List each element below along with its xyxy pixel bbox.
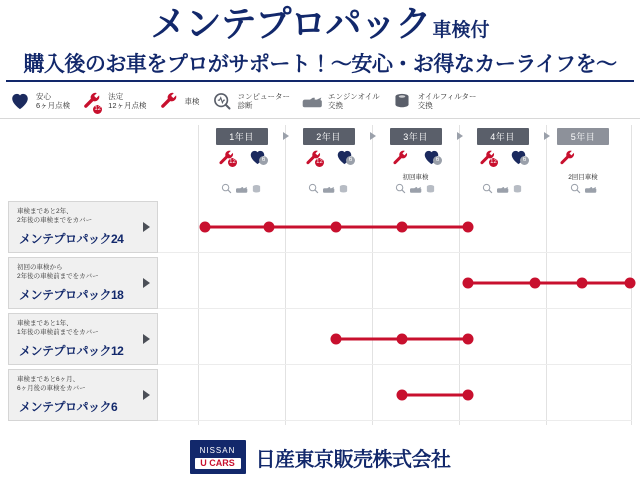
plan-label-18[interactable] [8, 257, 158, 309]
plan-name: メンテプロパック6 [19, 400, 118, 414]
service-badge: 12 [229, 159, 236, 165]
legend-badge-12: 12 [94, 106, 102, 112]
year-label-4: 4年目 [477, 128, 529, 145]
plan-row[interactable] [8, 257, 632, 309]
footer [0, 440, 640, 474]
legend-item-shaken [157, 89, 200, 113]
service-note: 初回車検 [402, 174, 429, 181]
computer-diagnosis-icon [221, 181, 232, 199]
wrench-icon [385, 149, 416, 167]
oil-filter-icon [425, 181, 436, 199]
wrench-icon [211, 149, 242, 167]
plan-desc-line1: 初回の車検から [17, 264, 63, 271]
legend-label-4b: 診断 [237, 101, 253, 110]
plan-dot [397, 333, 408, 344]
plan-desc-line1: 車検まであと1年、 [17, 320, 73, 327]
oil-filter-icon [512, 181, 523, 199]
legend-label-3a: 車検 [184, 96, 200, 106]
service-badge: 6 [259, 156, 268, 165]
legend-strip [0, 84, 640, 119]
oil-can-icon [300, 89, 324, 113]
page-title-suffix: 車検付 [432, 20, 490, 41]
plan-name: メンテプロパック12 [19, 344, 124, 358]
plan-label-12[interactable] [8, 313, 158, 365]
computer-diagnosis-icon [570, 181, 581, 199]
plan-row[interactable] [8, 313, 632, 365]
legend-label-2a: 法定 [108, 92, 124, 101]
plan-dot [463, 277, 474, 288]
plan-bar [402, 393, 468, 396]
service-badge: 6 [433, 156, 442, 165]
heart-icon [503, 149, 534, 165]
page-subtitle: 購入後のお車をプロがサポート！〜安心・お得なカーライフを〜 [23, 53, 617, 76]
plan-track [158, 257, 632, 309]
heart-icon [8, 89, 32, 113]
plan-desc-line2: 2年後の車検までをカバー [17, 217, 93, 224]
legend-label-6b: 交換 [417, 101, 433, 110]
oil-can-icon [496, 181, 509, 199]
year-cell-3 [372, 127, 459, 145]
wrench-icon [552, 149, 583, 167]
oil-can-icon [584, 181, 597, 199]
legend-label-1b: 6ヶ月点検 [36, 101, 71, 110]
legend-item-oilfilter [390, 89, 477, 113]
year-label-3: 3年目 [390, 128, 442, 145]
plan-desc-line2: 6ヶ月後の車検をカバー [17, 385, 86, 392]
plan-dot [463, 389, 474, 400]
plan-label-6[interactable] [8, 369, 158, 421]
oil-filter-icon [251, 181, 262, 199]
plan-bar [468, 281, 629, 284]
plan-dot [397, 221, 408, 232]
computer-diagnosis-icon [308, 181, 319, 199]
logo-subbrand: U CARS [195, 458, 241, 469]
service-badge: 6 [520, 156, 529, 165]
year-cell-1 [198, 127, 285, 145]
chevron-right-icon [143, 334, 150, 344]
service-badge: 6 [346, 156, 355, 165]
chevron-right-icon [143, 390, 150, 400]
title-row [0, 0, 640, 51]
oil-can-icon [322, 181, 335, 199]
legend-item-anshin [8, 89, 70, 113]
year-header-row [8, 125, 632, 147]
legend-item-engineoil [300, 89, 380, 113]
plan-name: メンテプロパック18 [19, 288, 124, 302]
plan-list [8, 201, 632, 421]
chevron-right-icon [143, 222, 150, 232]
plan-track [158, 313, 632, 365]
oil-can-icon [409, 181, 422, 199]
year-label-2: 2年目 [303, 128, 355, 145]
plan-dot [200, 221, 211, 232]
legend-label-2b: 12ヶ月点検 [108, 101, 147, 110]
computer-diagnosis-icon [210, 89, 234, 113]
mini-icon-group [482, 183, 523, 197]
plan-row[interactable] [8, 201, 632, 253]
plan-dot [397, 389, 408, 400]
year-label-5: 5年目 [557, 128, 609, 145]
mini-icon-group [221, 183, 262, 197]
oil-can-icon [235, 181, 248, 199]
plan-dot [463, 221, 474, 232]
plan-desc-line2: 2年後の車検前までをカバー [17, 273, 99, 280]
plan-desc-line1: 車検まであと6ヶ月、 [17, 376, 80, 383]
year-cell-5 [546, 127, 620, 145]
plan-desc-line2: 1年後の車検前までをカバー [17, 329, 99, 336]
mini-icon-group [395, 183, 436, 197]
page-header [0, 0, 640, 84]
legend-label-4a: コンピューター [237, 92, 291, 101]
service-col-3 [372, 149, 459, 197]
page-title: メンテプロパック [150, 3, 431, 44]
wrench-icon [157, 89, 181, 113]
oil-filter-icon [390, 89, 414, 113]
plan-dot [529, 277, 540, 288]
year-cell-4 [459, 127, 546, 145]
service-col-5 [546, 149, 620, 197]
service-note: 2回目車検 [568, 174, 598, 181]
year-label-1: 1年目 [216, 128, 268, 145]
computer-diagnosis-icon [395, 181, 406, 199]
plan-dot [463, 333, 474, 344]
legend-label-6a: オイルフィルター [417, 92, 477, 101]
legend-item-computer [210, 89, 291, 113]
service-col-4 [459, 149, 546, 197]
heart-icon [242, 149, 273, 165]
legend-label-1a: 安心 [36, 92, 51, 101]
plan-dot [330, 333, 341, 344]
legend-label-5b: 交換 [328, 101, 344, 110]
service-badge: 12 [316, 159, 323, 165]
mini-icon-group [570, 183, 597, 197]
plan-name: メンテプロパック24 [19, 232, 124, 246]
legend-label-5a: エンジンオイル [328, 92, 380, 101]
wrench-icon [80, 89, 104, 113]
plan-track [158, 201, 632, 253]
header-divider [6, 80, 634, 82]
timeline-chart [8, 125, 632, 421]
plan-dot [264, 221, 275, 232]
plan-dot [577, 277, 588, 288]
plan-desc-line1: 車検まであと2年、 [17, 208, 73, 215]
service-badge: 12 [490, 159, 497, 165]
plan-dot [330, 221, 341, 232]
wrench-icon [298, 149, 329, 167]
nissan-logo [190, 440, 246, 474]
plan-track [158, 369, 632, 421]
company-name: 日産東京販売株式会社 [255, 448, 451, 471]
plan-dot [624, 277, 635, 288]
legend-item-houtei [80, 89, 146, 113]
service-col-1 [198, 149, 285, 197]
service-col-2 [285, 149, 372, 197]
year-cell-2 [285, 127, 372, 145]
chevron-right-icon [143, 278, 150, 288]
logo-brand: NISSAN [199, 445, 236, 455]
oil-filter-icon [338, 181, 349, 199]
wrench-icon [472, 149, 503, 167]
computer-diagnosis-icon [482, 181, 493, 199]
mini-icon-group [308, 183, 349, 197]
heart-icon [416, 149, 447, 165]
plan-label-24[interactable] [8, 201, 158, 253]
service-icon-row [8, 149, 632, 197]
plan-row[interactable] [8, 369, 632, 421]
heart-icon [329, 149, 360, 165]
